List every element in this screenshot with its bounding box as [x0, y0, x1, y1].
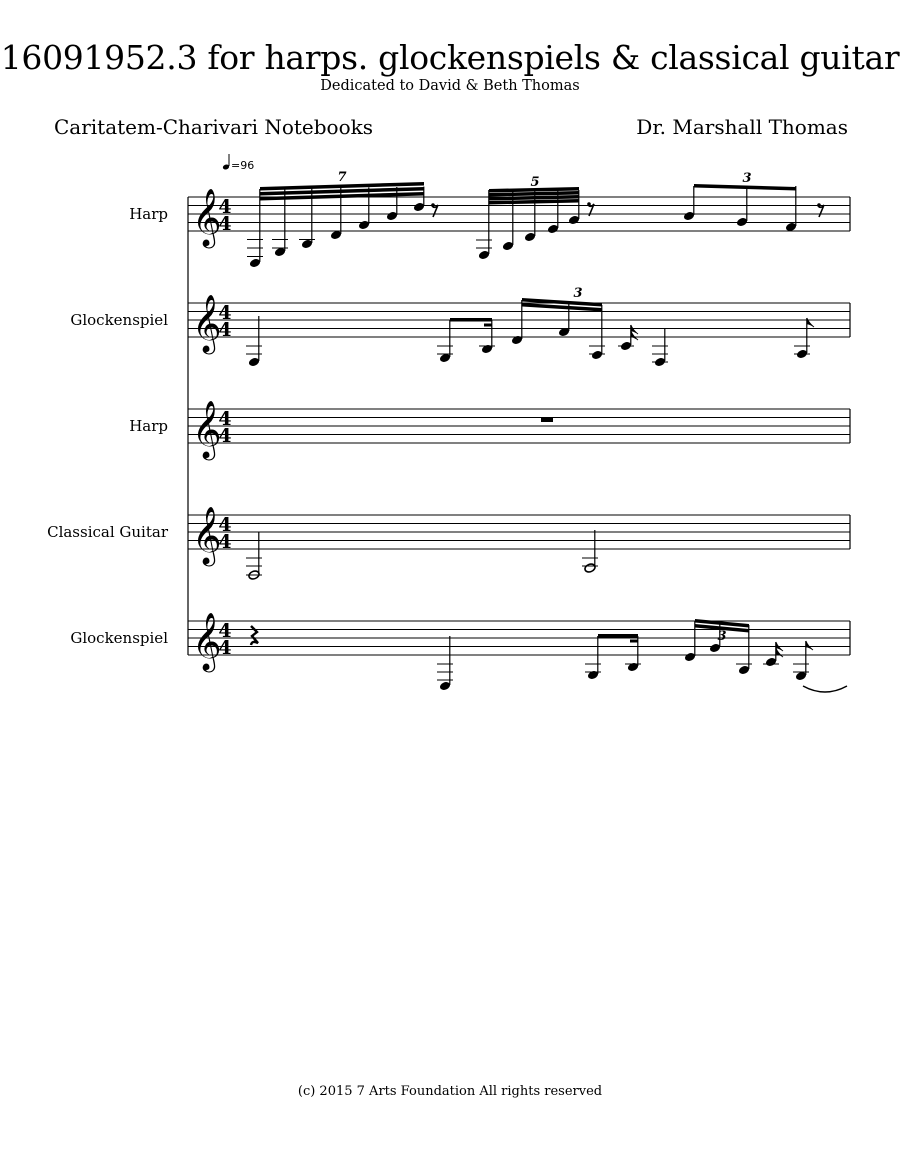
time-sig-denominator: 4 — [218, 319, 232, 341]
note-flag — [807, 318, 814, 327]
instrument-label: Harp — [129, 205, 168, 223]
tuplet-number: 3 — [717, 629, 727, 644]
beam — [598, 634, 638, 638]
time-sig-numerator: 4 — [218, 196, 232, 218]
instrument-label: Classical Guitar — [47, 523, 168, 541]
time-sig-denominator: 4 — [218, 213, 232, 235]
time-sig-numerator: 4 — [218, 408, 232, 430]
tuplet-number: 3 — [573, 286, 583, 301]
eighth-rest — [818, 205, 824, 217]
composer-name: Dr. Marshall Thomas — [636, 115, 848, 139]
treble-clef: 𝄞 — [192, 400, 222, 458]
tuplet-number: 3 — [742, 171, 752, 186]
tuplet-number: 5 — [530, 175, 540, 190]
dedication: Dedicated to David & Beth Thomas — [320, 78, 580, 94]
collection-name: Caritatem-Charivari Notebooks — [54, 115, 374, 139]
treble-clef: 𝄞 — [192, 612, 222, 670]
instrument-label: Harp — [129, 417, 168, 435]
staff-4 — [47, 506, 850, 567]
tie — [803, 686, 847, 692]
staff-2 — [70, 294, 850, 355]
beam — [450, 318, 492, 322]
tuplet-number: 7 — [337, 170, 347, 185]
rest-dot — [587, 202, 591, 206]
note-flag — [806, 641, 813, 650]
tempo-marking — [222, 154, 254, 172]
time-sig-denominator: 4 — [218, 637, 232, 659]
whole-rest — [541, 418, 553, 423]
score-title: 16091952.3 for harps. glockenspiels & classical guitar — [0, 38, 900, 77]
staff-5 — [70, 612, 850, 673]
eighth-rest — [432, 205, 438, 217]
note-flag — [776, 648, 783, 657]
time-sig-denominator: 4 — [218, 531, 232, 553]
instrument-label: Glockenspiel — [70, 629, 168, 647]
copyright-notice: (c) 2015 7 Arts Foundation All rights reserved — [297, 1084, 603, 1099]
instrument-label: Glockenspiel — [70, 311, 168, 329]
time-sig-numerator: 4 — [218, 302, 232, 324]
treble-clef: 𝄞 — [192, 506, 222, 564]
time-sig-numerator: 4 — [218, 514, 232, 536]
time-sig-numerator: 4 — [218, 620, 232, 642]
staff-3 — [129, 400, 850, 461]
quarter-rest — [251, 626, 258, 645]
treble-clef: 𝄞 — [192, 294, 222, 352]
tempo-value: =96 — [231, 159, 255, 172]
treble-clef: 𝄞 — [192, 188, 222, 246]
time-sig-denominator: 4 — [218, 425, 232, 447]
rest-dot — [431, 203, 435, 207]
note-flag — [631, 331, 638, 340]
rest-dot — [817, 203, 821, 207]
